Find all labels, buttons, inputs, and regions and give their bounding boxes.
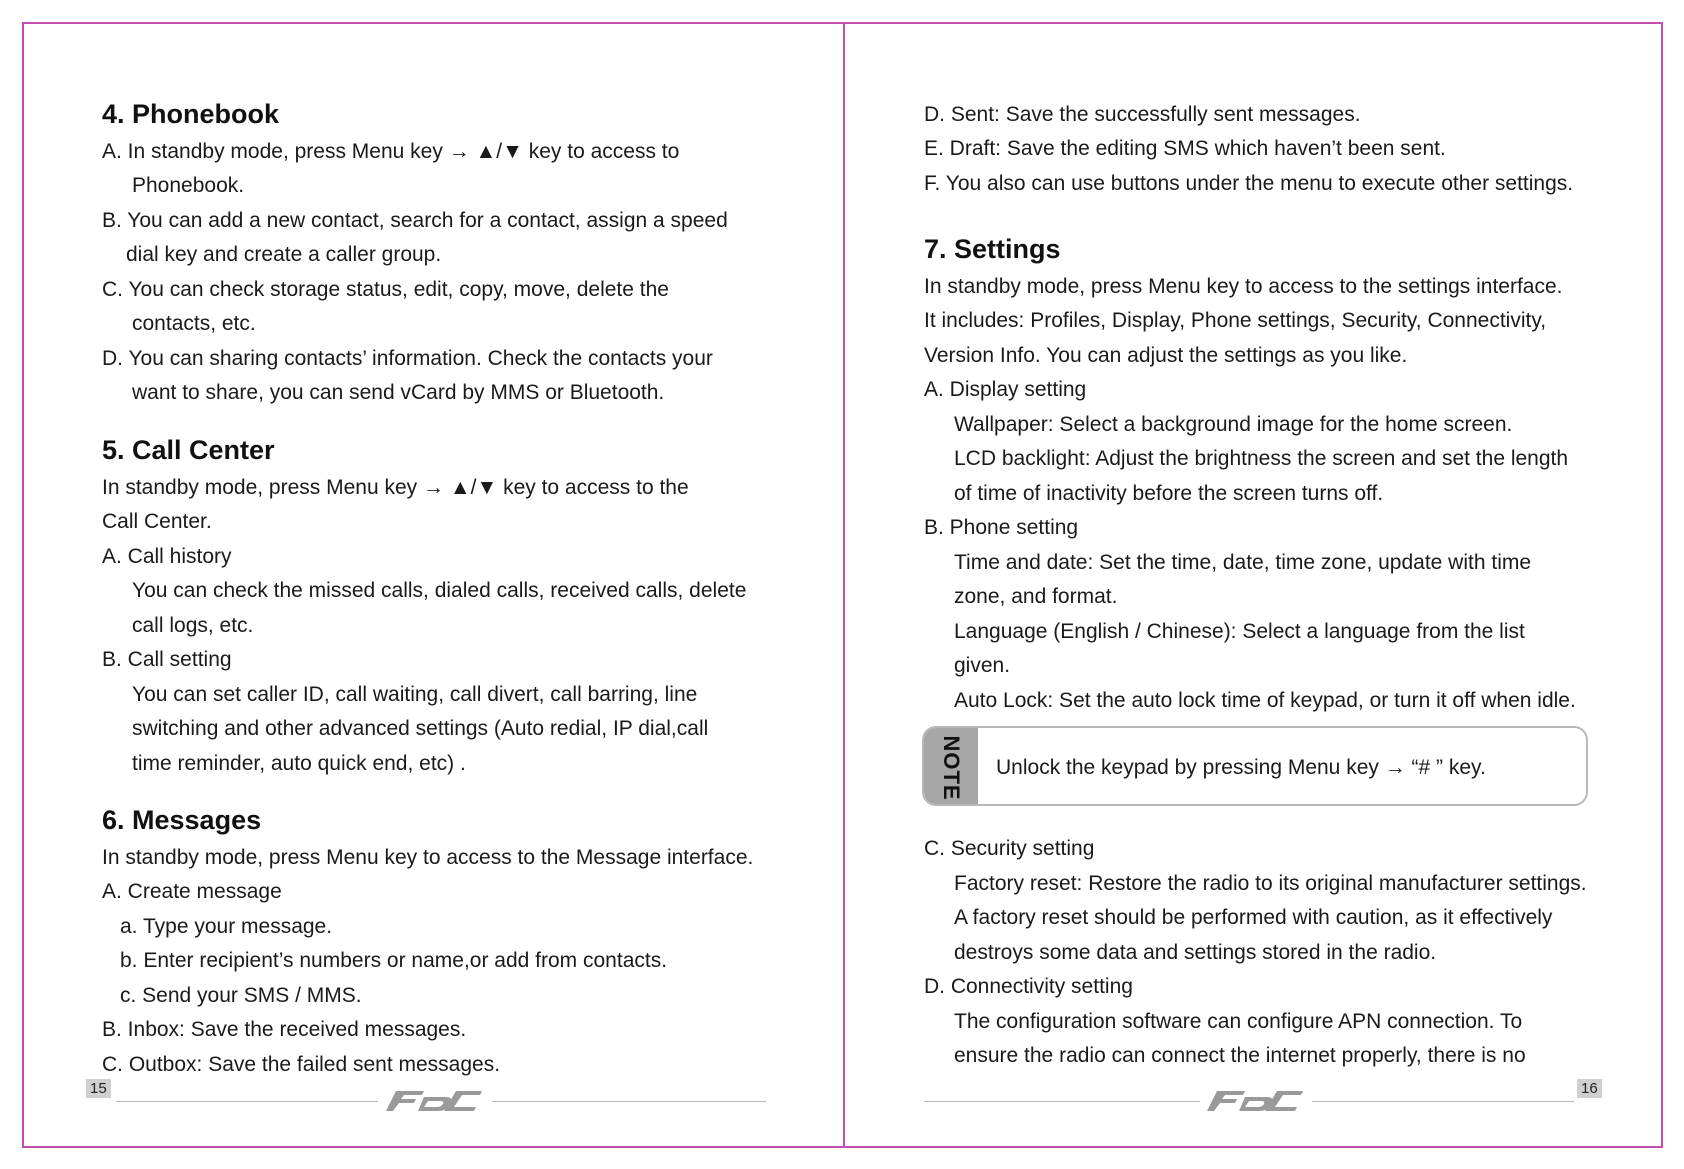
phonebook-line: want to share, you can send vCard by MMS or Bluetooth.: [132, 381, 665, 404]
settings-line: ensure the radio can connect the internet properly, there is no: [954, 1044, 1526, 1067]
phonebook-line: B. You can add a new contact, search for a contact, assign a speed: [102, 209, 728, 232]
call-center-line: A. Call history: [102, 545, 232, 568]
settings-line: A factory reset should be performed with caution, as it effectively: [954, 906, 1553, 929]
phonebook-line: Phonebook.: [132, 174, 245, 197]
page-number: 15: [86, 1079, 111, 1098]
call-center-line: switching and other advanced settings (Auto redial, IP dial,call: [132, 717, 709, 740]
messages-heading: 6. Messages: [102, 805, 262, 835]
settings-line: C. Security setting: [924, 837, 1095, 860]
messages-line: B. Inbox: Save the received messages.: [102, 1018, 467, 1041]
call-center-line: B. Call setting: [102, 648, 232, 671]
footer-rule: [492, 1101, 766, 1102]
settings-line: Language (English / Chinese): Select a language from the list: [954, 620, 1525, 643]
fdc-logo-icon: [384, 1087, 484, 1113]
messages-cont-line: E. Draft: Save the editing SMS which haven’t been sent.: [924, 137, 1446, 160]
settings-line: LCD backlight: Adjust the brightness the screen and set the length: [954, 447, 1569, 470]
page-number: 16: [1577, 1079, 1602, 1098]
call-center-line: time reminder, auto quick end, etc) .: [132, 752, 466, 775]
settings-line: destroys some data and settings stored in the radio.: [954, 941, 1437, 964]
footer-rule: [1312, 1101, 1574, 1102]
phonebook-line: C. You can check storage status, edit, copy, move, delete the: [102, 278, 669, 301]
call-center-line: call logs, etc.: [132, 614, 254, 637]
messages-line: b. Enter recipient’s numbers or name,or add from contacts.: [120, 949, 668, 972]
messages-line: C. Outbox: Save the failed sent messages.: [102, 1053, 501, 1076]
phonebook-heading: 4. Phonebook: [102, 99, 280, 129]
settings-line: zone, and format.: [954, 585, 1118, 608]
note-text: Unlock the keypad by pressing Menu key → “# ” key.: [996, 756, 1486, 779]
phonebook-line: D. You can sharing contacts’ information. Check the contacts your: [102, 347, 713, 370]
call-center-line: In standby mode, press Menu key → ▲/▼ key to access to the: [102, 476, 689, 499]
messages-cont-line: D. Sent: Save the successfully sent messages.: [924, 103, 1361, 126]
settings-line: Wallpaper: Select a background image for the home screen.: [954, 413, 1513, 436]
note-label: NOTE: [939, 735, 964, 801]
call-center-line: You can check the missed calls, dialed calls, received calls, delete: [132, 579, 747, 602]
fdc-logo-icon: [1205, 1087, 1305, 1113]
note-box: [922, 726, 1588, 806]
settings-line: The configuration software can configure APN connection. To: [954, 1010, 1523, 1033]
settings-line: It includes: Profiles, Display, Phone settings, Security, Connectivity,: [924, 309, 1547, 332]
messages-line: A. Create message: [102, 880, 282, 903]
settings-line: B. Phone setting: [924, 516, 1079, 539]
settings-line: Auto Lock: Set the auto lock time of keypad, or turn it off when idle.: [954, 689, 1576, 712]
settings-line: of time of inactivity before the screen turns off.: [954, 482, 1384, 505]
settings-line: Factory reset: Restore the radio to its original manufacturer settings.: [954, 872, 1587, 895]
settings-heading: 7. Settings: [924, 234, 1061, 264]
call-center-heading: 5. Call Center: [102, 435, 275, 465]
settings-line: Time and date: Set the time, date, time zone, update with time: [954, 551, 1532, 574]
footer-rule: [924, 1101, 1200, 1102]
settings-line: In standby mode, press Menu key to access to the settings interface.: [924, 275, 1563, 298]
phonebook-line: A. In standby mode, press Menu key → ▲/▼ key to access to: [102, 140, 680, 163]
messages-line: a. Type your message.: [120, 915, 333, 938]
phonebook-line: dial key and create a caller group.: [126, 243, 442, 266]
settings-line: Version Info. You can adjust the settings as you like.: [924, 344, 1408, 367]
call-center-line: You can set caller ID, call waiting, call divert, call barring, line: [132, 683, 698, 706]
messages-line: In standby mode, press Menu key to access to the Message interface.: [102, 846, 754, 869]
settings-line: D. Connectivity setting: [924, 975, 1133, 998]
messages-cont-line: F. You also can use buttons under the menu to execute other settings.: [924, 172, 1574, 195]
settings-line: given.: [954, 654, 1011, 677]
note-tab: [924, 728, 978, 804]
messages-line: c. Send your SMS / MMS.: [120, 984, 362, 1007]
footer-rule: [116, 1101, 378, 1102]
phonebook-line: contacts, etc.: [132, 312, 256, 335]
call-center-line: Call Center.: [102, 510, 212, 533]
settings-line: A. Display setting: [924, 378, 1087, 401]
